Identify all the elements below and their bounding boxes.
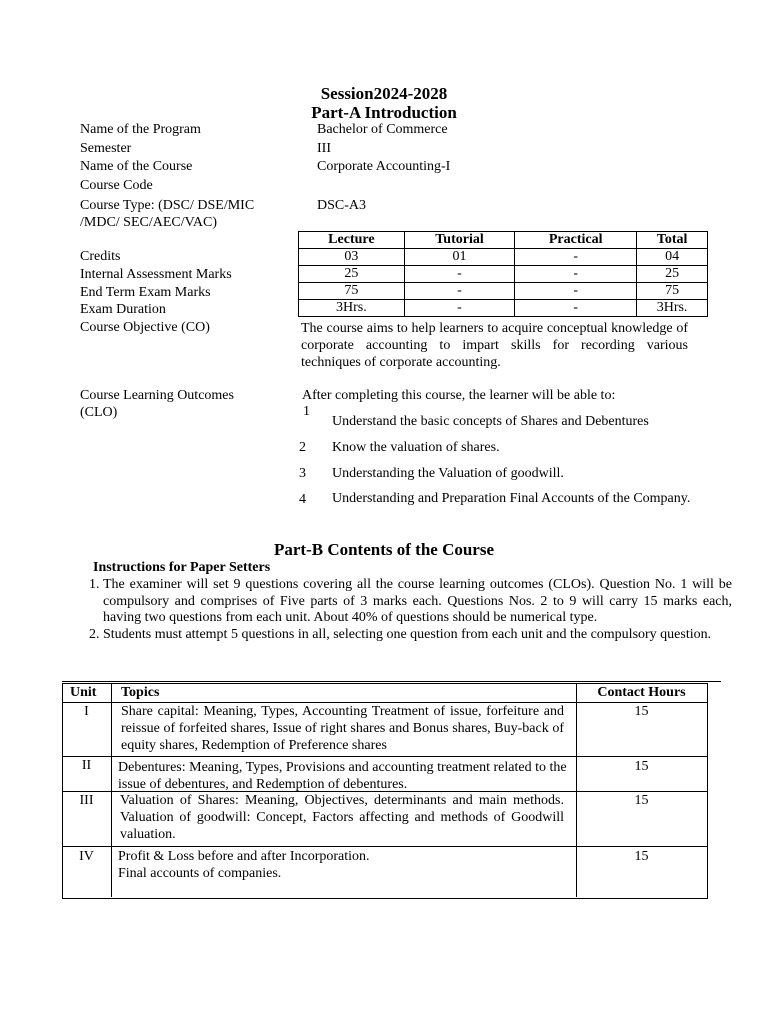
divider xyxy=(111,683,112,897)
course-name-value: Corporate Accounting-I xyxy=(317,159,451,174)
table-cell: - xyxy=(515,266,637,283)
instructions-title: Instructions for Paper Setters xyxy=(93,560,271,575)
table-cell: 04 xyxy=(637,249,708,266)
tutorial-header: Tutorial xyxy=(404,232,514,249)
course-type-label-2: /MDC/ SEC/AEC/VAC) xyxy=(80,215,218,230)
unit-number: IV xyxy=(79,849,94,864)
program-value: Bachelor of Commerce xyxy=(317,122,448,137)
clo-number: 1 xyxy=(303,404,310,419)
lecture-header: Lecture xyxy=(299,232,405,249)
practical-header: Practical xyxy=(515,232,637,249)
semester-label: Semester xyxy=(80,141,132,156)
exam-duration-label: Exam Duration xyxy=(80,302,166,317)
table-cell: 01 xyxy=(404,249,514,266)
unit-hours: 15 xyxy=(634,704,649,719)
table-cell: - xyxy=(404,283,514,300)
table-cell: 25 xyxy=(637,266,708,283)
total-header: Total xyxy=(637,232,708,249)
unit-topics-2: Final accounts of companies. xyxy=(118,866,282,881)
unit-topics: Valuation of Shares: Meaning, Objectives, determinants and main methods. Valuation of goodwill: Concept, Factors affecting and methods of Goodwill valuation. xyxy=(120,793,564,842)
unit-hours: 15 xyxy=(634,793,649,808)
table-cell: - xyxy=(515,300,637,317)
table-cell: - xyxy=(515,283,637,300)
table-cell: - xyxy=(404,266,514,283)
clo-number: 2 xyxy=(299,440,306,455)
unit-number: III xyxy=(79,793,94,808)
contact-hours-header: Contact Hours xyxy=(597,685,686,700)
objective-text: The course aims to help learners to acquire conceptual knowledge of corporate accounting to impart skills for recording various techniques of corporate accounting. xyxy=(301,321,688,370)
topics-header: Topics xyxy=(121,685,160,700)
course-type-label: Course Type: (DSC/ DSE/MIC xyxy=(80,198,255,213)
part-a-title: Part-A Introduction xyxy=(311,103,457,122)
part-b-title: Part-B Contents of the Course xyxy=(273,540,495,559)
table-cell: 75 xyxy=(637,283,708,300)
unit-topics: Share capital: Meaning, Types, Accounting Treatment of issue, forfeiture and reissue of forfeited shares, Issue of right shares and Bonus shares, Buy-back of equity shares, Redemption of Preference shares xyxy=(121,704,564,753)
table-cell: - xyxy=(404,300,514,317)
divider xyxy=(62,756,707,757)
course-type-value: DSC-A3 xyxy=(317,198,367,213)
program-label: Name of the Program xyxy=(80,122,201,137)
course-code-label: Course Code xyxy=(80,178,153,193)
table-cell: 25 xyxy=(299,266,405,283)
credits-label: Credits xyxy=(80,249,121,264)
clo-intro: After completing this course, the learner will be able to: xyxy=(302,388,616,403)
instructions-list xyxy=(75,577,732,643)
clo-label: Course Learning Outcomes xyxy=(80,388,234,403)
clo-item: Understanding and Preparation Final Accounts of the Company. xyxy=(332,491,691,506)
marks-table xyxy=(298,231,708,317)
clo-number: 3 xyxy=(299,466,306,481)
unit-topics: Debentures: Meaning, Types, Provisions and accounting treatment related to the issue of debentures, and Redemption of debentures. xyxy=(118,760,567,792)
clo-number: 4 xyxy=(299,492,306,507)
internal-marks-label: Internal Assessment Marks xyxy=(80,267,232,282)
divider xyxy=(62,846,707,847)
table-cell: - xyxy=(515,249,637,266)
clo-item: Know the valuation of shares. xyxy=(332,440,500,455)
objective-label: Course Objective (CO) xyxy=(80,320,210,335)
course-name-label: Name of the Course xyxy=(80,159,193,174)
unit-hours: 15 xyxy=(634,759,649,774)
list-item: 1. The examiner will set 9 questions covering all the course learning outcomes (CLOs). Question No. 1 will be compulsory and comprises of Five parts of 3 marks each. Questions Nos. 2 to 9 will carry 15 marks each, having two questions from each unit. About 40% of questions should be numerical type. xyxy=(103,577,732,627)
table-cell: 3Hrs. xyxy=(299,300,405,317)
list-item: 2. Students must attempt 5 questions in all, selecting one question from each unit and the compulsory question. xyxy=(103,627,732,644)
semester-value: III xyxy=(317,141,331,156)
unit-number: II xyxy=(81,758,92,773)
clo-item: Understand the basic concepts of Shares and Debentures xyxy=(332,414,649,429)
clo-item: Understanding the Valuation of goodwill. xyxy=(332,466,564,481)
unit-hours: 15 xyxy=(634,849,649,864)
session-title: Session2024-2028 xyxy=(320,84,448,103)
table-cell: 03 xyxy=(299,249,405,266)
unit-number: I xyxy=(84,704,89,719)
divider xyxy=(62,681,721,682)
unit-topics: Profit & Loss before and after Incorporation. xyxy=(118,849,370,864)
table-cell: 75 xyxy=(299,283,405,300)
unit-header: Unit xyxy=(70,685,97,700)
table-cell: 3Hrs. xyxy=(637,300,708,317)
end-term-marks-label: End Term Exam Marks xyxy=(80,285,211,300)
clo-label-2: (CLO) xyxy=(80,405,118,420)
